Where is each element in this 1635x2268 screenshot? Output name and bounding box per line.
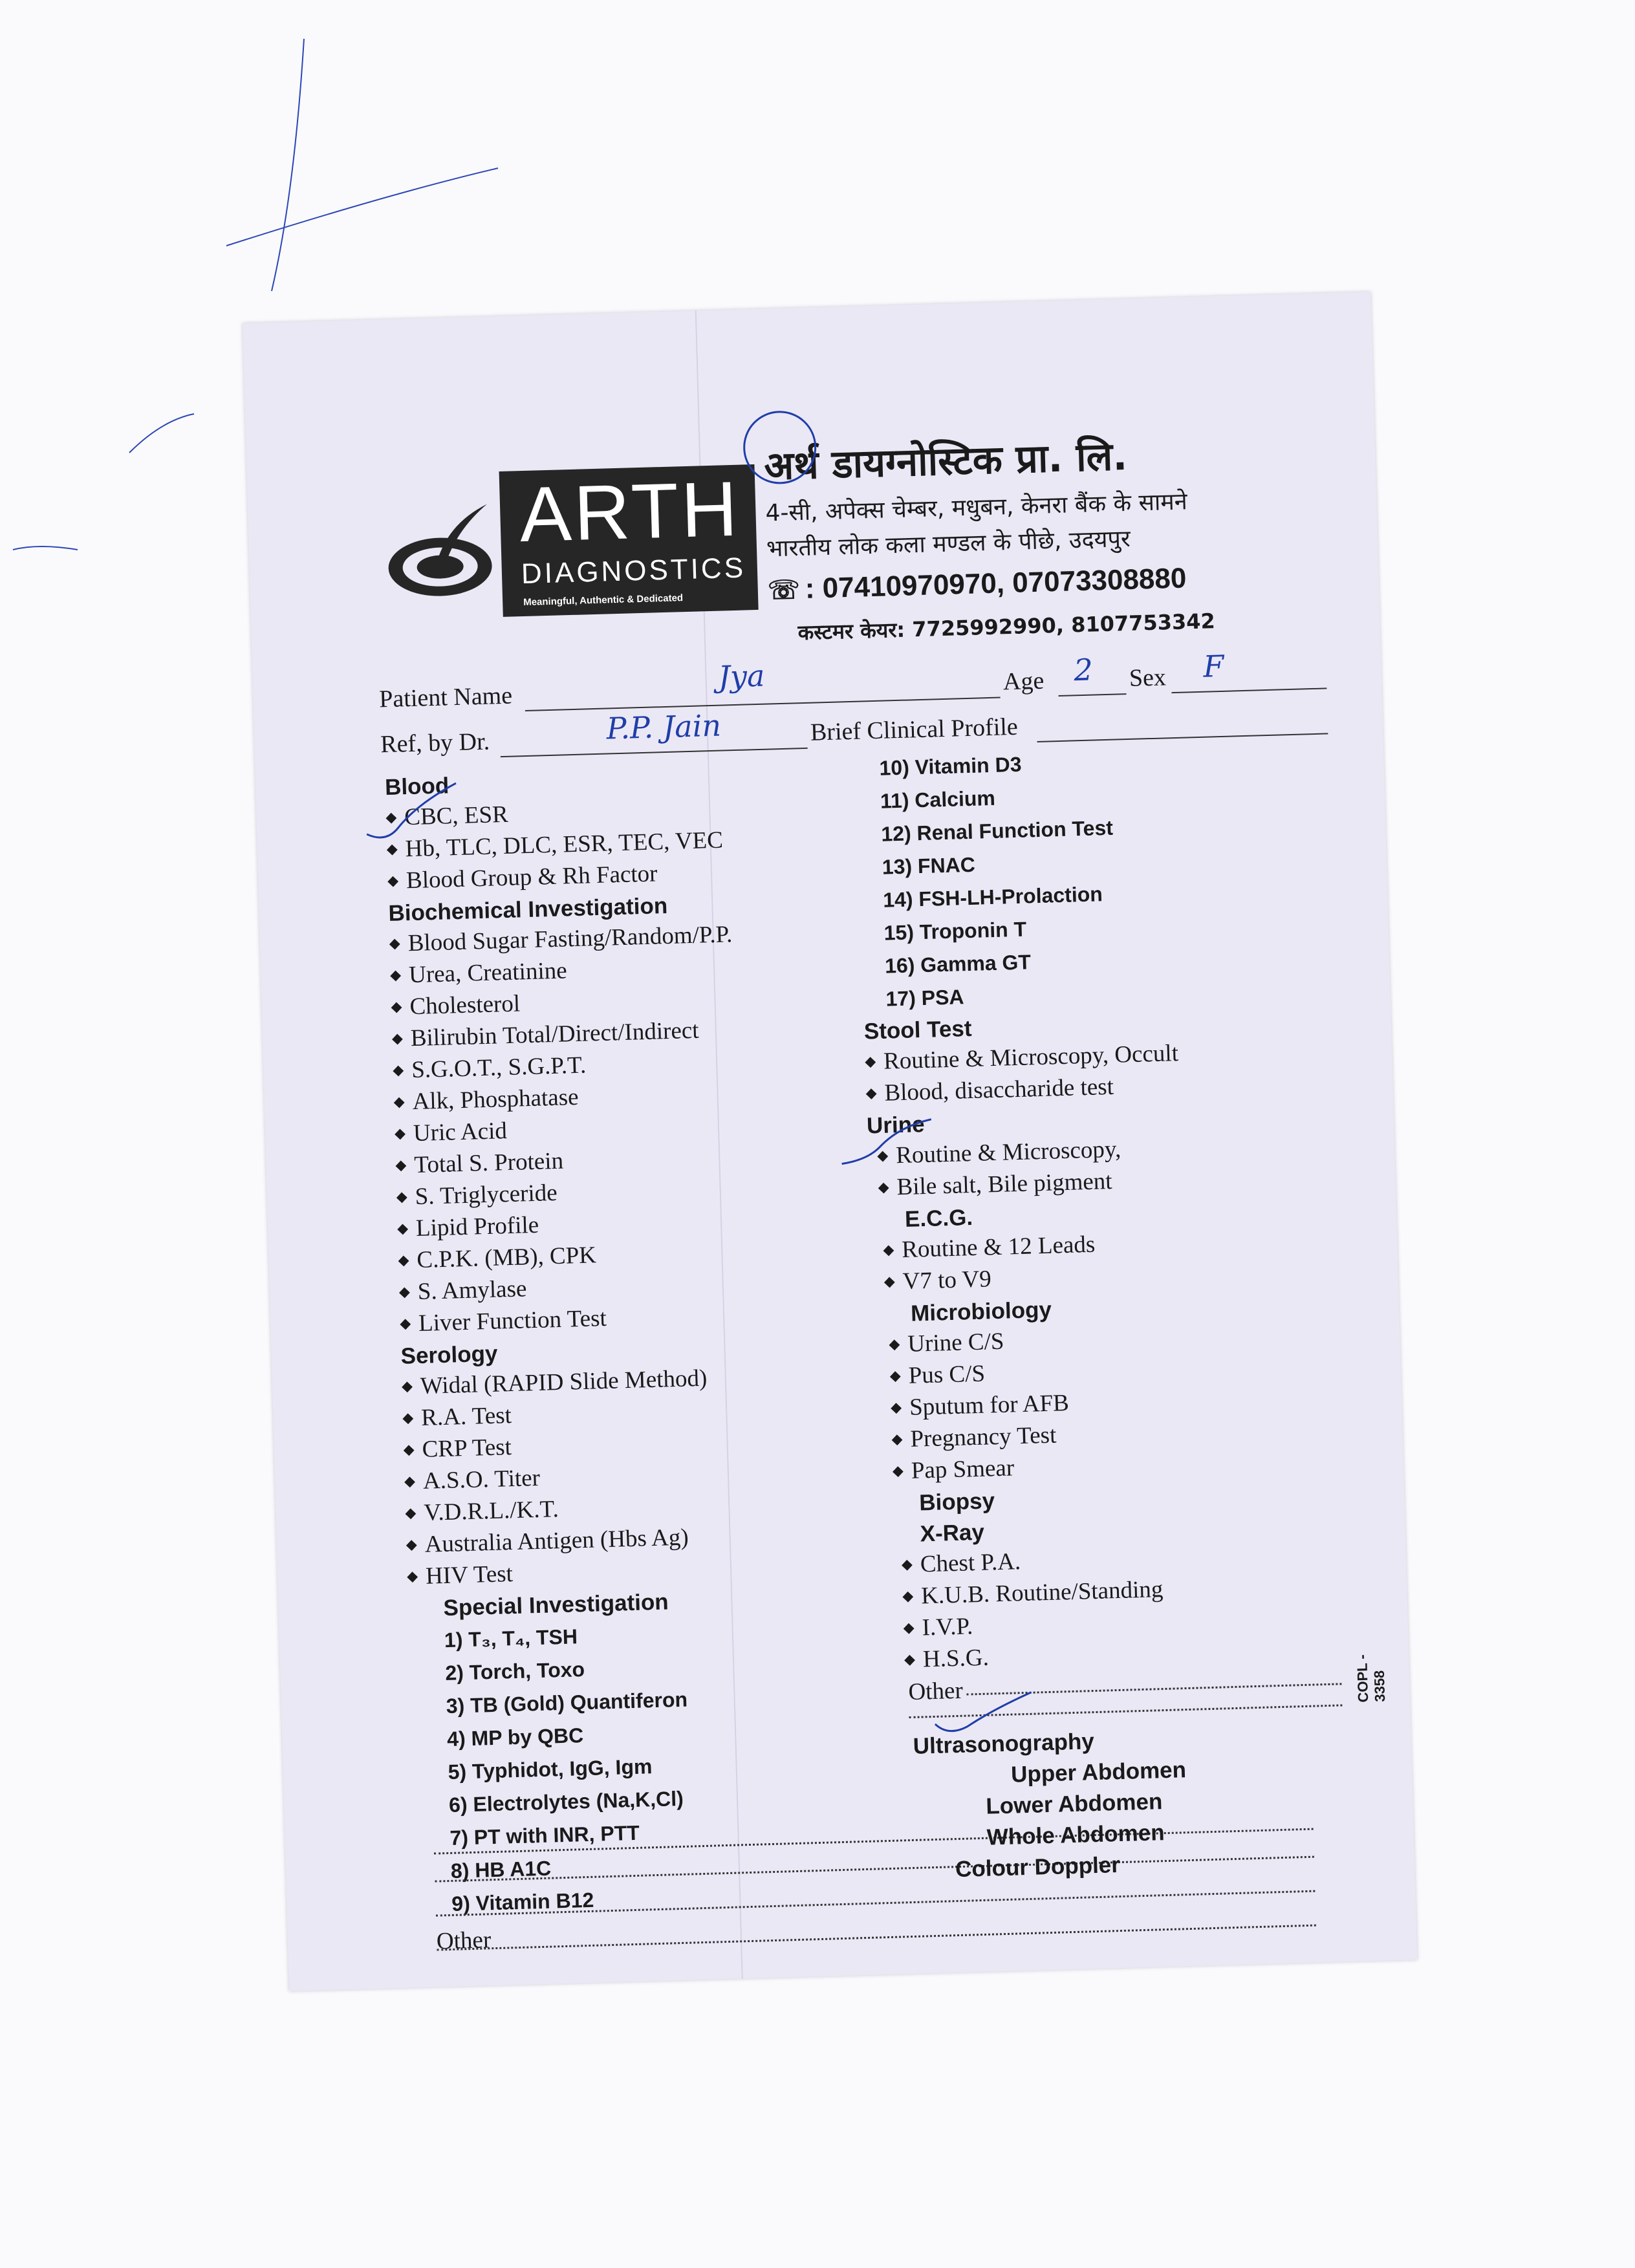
test-pus-cs: ◆ Pus C/S	[860, 1349, 1352, 1394]
test-stool-routine: ◆ Routine & Microscopy, Occult	[852, 1034, 1344, 1079]
phone-numbers: : 07410970970, 07073308880	[805, 562, 1187, 605]
patient-name-handwritten: Jya	[717, 658, 766, 695]
test-chest-pa: ◆ Chest P.A.	[865, 1538, 1358, 1583]
test-urine-routine: ◆ Routine & Microscopy,	[854, 1129, 1347, 1174]
left-other-label: Other	[436, 1927, 492, 1955]
logo-subtitle: DIAGNOSTICS	[521, 552, 746, 590]
test-cbc: ◆ CBC, ESR	[385, 792, 813, 835]
form-code: COPL - 3358	[1354, 1654, 1389, 1703]
test-rft: 12) Renal Function Test	[880, 815, 1114, 846]
test-vitamin-d3: 10) Vitamin D3	[879, 752, 1022, 780]
test-blood-group: ◆ Blood Group & Rh Factor	[387, 855, 815, 898]
company-address-line1: 4-सी, अपेक्स चेम्बर, मधुबन, केनरा बैंक के सामने	[764, 488, 1188, 527]
phone-icon: ☏	[767, 576, 801, 605]
ref-doctor-label: Ref, by Dr.	[380, 728, 490, 759]
test-bilirubin: ◆ Bilirubin Total/Direct/Indirect	[391, 1013, 819, 1056]
section-stool: Stool Test	[863, 1015, 973, 1044]
ref-doctor-line	[501, 748, 808, 757]
test-widal: ◆ Widal (RAPID Slide Method)	[401, 1360, 828, 1403]
test-cpk: ◆ C.P.K. (MB), CPK	[398, 1234, 825, 1277]
right-column	[843, 739, 1367, 1888]
test-fnac: 13) FNAC	[882, 852, 976, 879]
test-sgot: ◆ S.G.O.T., S.G.P.T.	[393, 1044, 820, 1088]
test-lft: ◆ Liver Function Test	[400, 1297, 827, 1341]
test-fsh-lh: 14) FSH-LH-Prolaction	[882, 882, 1103, 912]
section-biopsy: Biopsy	[918, 1488, 995, 1516]
test-upper-abdomen: Upper Abdomen	[1010, 1757, 1187, 1787]
test-tb-gold: 3) TB (Gold) Quantiferon	[446, 1687, 688, 1718]
company-name-hindi: अर्थ डायग्नोस्टिक प्रा. लि.	[763, 433, 1128, 490]
section-ultrasonography: Ultrasonography	[913, 1729, 1095, 1759]
section-biochemical: Biochemical Investigation	[388, 893, 668, 927]
test-ra: ◆ R.A. Test	[402, 1392, 830, 1435]
test-aso: ◆ A.S.O. Titer	[404, 1455, 831, 1498]
test-sputum-afb: ◆ Sputum for AFB	[861, 1381, 1354, 1426]
test-torch: 2) Torch, Toxo	[444, 1658, 585, 1685]
section-xray: X-Ray	[920, 1519, 985, 1547]
test-vdrl: ◆ V.D.R.L./K.T.	[405, 1487, 832, 1530]
test-amylase: ◆ S. Amylase	[398, 1266, 826, 1309]
test-alk-phosphatase: ◆ Alk, Phosphatase	[393, 1076, 821, 1119]
test-pap-smear: ◆ Pap Smear	[863, 1444, 1355, 1489]
section-special-investigation: Special Investigation	[443, 1589, 669, 1621]
test-lipid-profile: ◆ Lipid Profile	[397, 1202, 825, 1246]
test-pt-inr: 7) PT with INR, PTT	[449, 1820, 640, 1850]
company-phones	[767, 562, 1187, 606]
arth-logo-box	[499, 464, 759, 617]
test-typhidot: 5) Typhidot, IgG, Igm	[448, 1755, 653, 1784]
test-triglyceride: ◆ S. Triglyceride	[396, 1171, 823, 1214]
age-handwritten: 2	[1073, 652, 1094, 688]
company-address-line2: भारतीय लोक कला मण्डल के पीछे, उदयपुर	[766, 525, 1131, 563]
logo-title: ARTH	[518, 465, 741, 559]
test-ecg-routine: ◆ Routine & 12 Leads	[857, 1223, 1349, 1268]
age-line	[1059, 693, 1127, 697]
logo-tagline: Meaningful, Authentic & Dedicated	[523, 592, 684, 609]
ref-doctor-handwritten: P.P. Jain	[605, 707, 722, 746]
test-gamma-gt: 16) Gamma GT	[884, 950, 1032, 978]
test-thyroid: 1) T₃, T₄, TSH	[444, 1625, 578, 1652]
test-urea: ◆ Urea, Creatinine	[390, 949, 817, 993]
test-cholesterol: ◆ Cholesterol	[391, 981, 818, 1024]
patient-name-line	[525, 697, 1001, 712]
section-serology: Serology	[400, 1341, 498, 1369]
tick-urine-icon	[834, 1099, 939, 1180]
requisition-slip	[243, 292, 1417, 1991]
test-psa: 17) PSA	[885, 985, 964, 1011]
test-colour-doppler: Colour Doppler	[955, 1852, 1121, 1883]
test-electrolytes: 6) Electrolytes (Na,K,Cl)	[448, 1786, 684, 1817]
test-ecg-v7: ◆ V7 to V9	[858, 1255, 1350, 1300]
test-bile-salt: ◆ Bile salt, Bile pigment	[855, 1160, 1347, 1205]
test-vitamin-b12: 9) Vitamin B12	[451, 1888, 594, 1916]
tick-whole-abdomen-icon	[927, 1685, 1039, 1747]
arth-target-logo-icon	[384, 504, 496, 604]
test-lower-abdomen: Lower Abdomen	[985, 1789, 1163, 1819]
patient-name-label: Patient Name	[378, 682, 513, 713]
test-ivp: ◆ I.V.P.	[867, 1601, 1359, 1647]
section-microbiology: Microbiology	[910, 1297, 1052, 1326]
test-calcium: 11) Calcium	[880, 786, 996, 813]
test-crp: ◆ CRP Test	[403, 1423, 830, 1467]
test-mp-qbc: 4) MP by QBC	[446, 1723, 584, 1751]
test-blood-sugar: ◆ Blood Sugar Fasting/Random/P.P.	[389, 918, 816, 961]
left-column	[384, 761, 844, 1958]
test-urine-cs: ◆ Urine C/S	[860, 1317, 1352, 1363]
sex-label: Sex	[1129, 664, 1167, 692]
test-troponin: 15) Troponin T	[883, 917, 1027, 945]
test-pregnancy: ◆ Pregnancy Test	[862, 1412, 1354, 1458]
tick-blood-cbc-icon	[358, 770, 464, 850]
sex-handwritten: F	[1202, 648, 1225, 684]
test-hsg: ◆ H.S.G.	[868, 1633, 1360, 1678]
age-label: Age	[1002, 667, 1045, 696]
test-whole-abdomen: Whole Abdomen	[986, 1820, 1165, 1850]
test-hb: ◆ Hb, TLC, DLC, ESR, TEC, VEC	[386, 823, 814, 867]
test-total-protein: ◆ Total S. Protein	[395, 1139, 823, 1182]
customer-care: कस्टमर केयर: 7725992990, 8107753342	[797, 609, 1216, 645]
right-other-label: Other	[907, 1677, 964, 1706]
test-hba1c: 8) HB A1C	[450, 1856, 552, 1883]
test-uric-acid: ◆ Uric Acid	[394, 1108, 821, 1151]
test-kub: ◆ K.U.B. Routine/Standing	[867, 1570, 1359, 1615]
section-urine: Urine	[866, 1112, 926, 1139]
section-ecg: E.C.G.	[904, 1205, 973, 1232]
ink-circle-mark	[737, 404, 823, 491]
test-hiv: ◆ HIV Test	[407, 1550, 834, 1593]
test-stool-blood: ◆ Blood, disaccharide test	[852, 1066, 1345, 1111]
clinical-profile-label: Brief Clinical Profile	[810, 713, 1019, 746]
section-blood: Blood	[384, 773, 449, 801]
test-australia-antigen: ◆ Australia Antigen (Hbs Ag)	[406, 1518, 833, 1562]
sex-line	[1171, 687, 1326, 693]
